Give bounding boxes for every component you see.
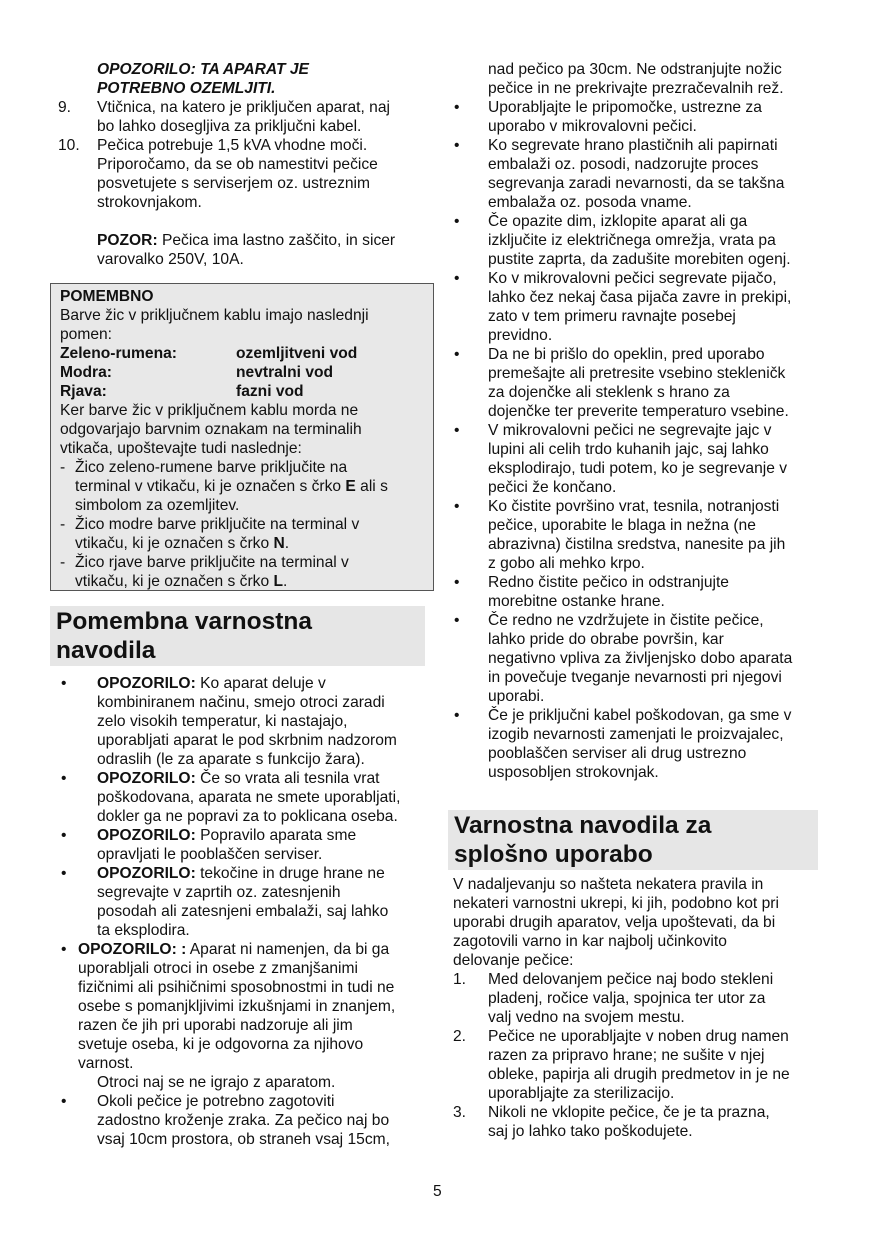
bullet-item [453, 706, 833, 782]
text-line [97, 60, 438, 79]
text-line [488, 970, 833, 989]
text-line [97, 1092, 438, 1111]
text-line [97, 98, 438, 117]
dash-marker: - [60, 459, 66, 476]
text-segment: nad pečico pa 30cm. Ne odstranjujte nožic [488, 61, 782, 78]
installation-notes [58, 60, 438, 269]
text-line [97, 1073, 438, 1092]
text-line [78, 1054, 438, 1073]
text-line [488, 212, 833, 231]
text-segment: Aparat ni namenjen, da bi ga [186, 941, 390, 958]
text-segment: Da ne bi prišlo do opeklin, pred uporabo [488, 346, 765, 363]
text-line [75, 534, 433, 553]
text-segment: zelo visokih temperatur, ki nastajajo, [97, 713, 348, 730]
text-line [97, 712, 438, 731]
text-line [488, 79, 833, 98]
text-segment: Vtičnica, na katero je priključen aparat, naj [97, 99, 390, 116]
bullet-icon: • [454, 270, 460, 287]
wire-color-row [60, 363, 433, 382]
text-segment: odraslih (le za aparate s funkcijo žara). [97, 751, 365, 768]
text-segment: razen če jih pri uporabi nadzoruje ali jim [78, 1017, 353, 1034]
plain-item [58, 1073, 438, 1092]
text-line [75, 496, 433, 515]
text-line [488, 402, 833, 421]
text-line [60, 287, 433, 306]
cont-item [453, 60, 833, 98]
bullet-icon: • [61, 865, 67, 882]
text-line [488, 250, 833, 269]
bullet-item [58, 674, 438, 769]
text-line [488, 1027, 833, 1046]
bullet-tight-item [58, 940, 438, 1073]
text-line [75, 553, 433, 572]
text-segment: posvetujete s serviserjem oz. ustreznim [97, 175, 370, 192]
text-segment: Ker barve žic v priključnem kablu morda ne [60, 402, 359, 419]
text-line [488, 497, 833, 516]
text-segment: V nadaljevanju so našteta nekatera pravila in [453, 876, 764, 893]
text-segment: razen za pripravo hrane; ne sušite v njej [488, 1047, 765, 1064]
text-line [488, 649, 833, 668]
text-line [453, 932, 833, 951]
wire-color-label: Zeleno-rumena: [60, 345, 177, 362]
text-line [488, 573, 833, 592]
text-segment: pečici že končano. [488, 479, 617, 496]
text-line [488, 364, 833, 383]
text-line [97, 117, 438, 136]
text-line [97, 674, 438, 693]
numbered-item [58, 136, 438, 212]
important-safety-list [58, 674, 438, 1149]
text-segment: Otroci naj se ne igrajo z aparatom. [97, 1074, 336, 1091]
text-segment: Okoli pečice je potrebno zagotoviti [97, 1093, 335, 1110]
text-line [60, 401, 433, 420]
text-segment: premešajte ali pretresite vsebino stekleničk [488, 365, 786, 382]
numbered-item [453, 1103, 833, 1141]
bold-text: L [273, 573, 284, 590]
section-heading-general-use [448, 810, 818, 870]
text-segment: Ko čistite površino vrat, tesnila, notranjosti [488, 498, 780, 515]
dash-item [60, 515, 433, 553]
text-segment: valj vedno na svojem mestu. [488, 1009, 685, 1026]
wire-color-row [60, 382, 433, 401]
wire-color-label: Modra: [60, 364, 112, 381]
text-segment: . [283, 573, 288, 590]
text-segment: Žico zeleno-rumene barve priključite na [75, 459, 348, 476]
wire-function-value: fazni vod [236, 383, 304, 400]
text-segment: embalaža oz. posoda vname. [488, 194, 692, 211]
text-line [488, 231, 833, 250]
bullet-item [58, 769, 438, 826]
plain-item [60, 287, 433, 344]
text-line [97, 193, 438, 212]
text-line [488, 174, 833, 193]
text-segment: V mikrovalovni pečici ne segrevajte jajc v [488, 422, 772, 439]
text-segment: strokovnjakom. [97, 194, 202, 211]
text-line [97, 807, 438, 826]
text-segment: terminal v vtikaču, ki je označen s črko [75, 478, 346, 495]
text-segment: varovalko 250V, 10A. [97, 251, 244, 268]
wire-function-value: nevtralni vod [236, 364, 334, 381]
text-line [488, 687, 833, 706]
wire-function-value: ozemljitveni vod [236, 345, 358, 362]
list-number: 10. [58, 137, 80, 154]
text-line [75, 477, 433, 496]
text-line [488, 1084, 833, 1103]
dash-marker: - [60, 516, 66, 533]
text-line [488, 326, 833, 345]
text-line [97, 136, 438, 155]
text-line [488, 763, 833, 782]
bullet-item [453, 269, 833, 345]
text-segment: ali s [355, 478, 388, 495]
heading-line: Pomembna varnostna [56, 608, 312, 635]
text-segment: obleke, papirja ali drugih predmetov in je ne [488, 1066, 790, 1083]
bold-text: OPOZORILO: : [78, 941, 187, 958]
text-line [453, 913, 833, 932]
text-segment: fizičnimi ali psihičnimi sposobnostmi in tudi ne [78, 979, 395, 996]
numbered-item [58, 98, 438, 136]
heading-line: Varnostna navodila za [454, 812, 712, 839]
text-segment: vsaj 10cm prostora, ob straneh vsaj 15cm, [97, 1131, 390, 1148]
text-line [488, 535, 833, 554]
text-segment: . [284, 535, 290, 552]
text-line [488, 668, 833, 687]
bold-text: POMEMBNO [60, 288, 154, 305]
text-line [75, 458, 433, 477]
text-segment: Pečica potrebuje 1,5 kVA vhodne moči. [97, 137, 368, 154]
text-segment: in povečuje tveganje nevarnosti pri njegovi [488, 669, 782, 686]
text-line [488, 155, 833, 174]
text-segment: uporabi. [488, 688, 545, 705]
bullet-icon: • [61, 1093, 67, 1110]
text-line [488, 1065, 833, 1084]
list-number: 9. [58, 99, 72, 116]
safety-bullets-continued [453, 60, 833, 782]
bullet-icon: • [454, 574, 460, 591]
text-line [97, 731, 438, 750]
text-segment: bo lahko dosegljiva za priključni kabel. [97, 118, 362, 135]
text-segment: usposobljen strokovnjak. [488, 764, 659, 781]
text-segment: segrevajte v zaprtih oz. zatesnjenih [97, 884, 341, 901]
text-line [97, 174, 438, 193]
bullet-icon: • [454, 422, 460, 439]
text-line [453, 951, 833, 970]
text-segment: pečice, uporabite le blaga in nežna (ne [488, 517, 756, 534]
text-segment: Če je priključni kabel poškodovan, ga sme v [488, 707, 792, 724]
text-line [60, 325, 433, 344]
text-segment: svetuje oseba, ki je odgovorna za njihovo [78, 1036, 364, 1053]
text-line [453, 875, 833, 894]
bullet-icon: • [61, 770, 67, 787]
text-segment: Pečica ima lastno zaščito, in sicer [157, 232, 396, 249]
text-line [488, 706, 833, 725]
dash-marker: - [60, 554, 66, 571]
text-segment: osebe s pomanjkljivimi izkušnjami in znanjem, [78, 998, 396, 1015]
bold-text: N [273, 535, 285, 552]
text-line [453, 894, 833, 913]
text-segment: Barve žic v priključnem kablu imajo naslednji [60, 307, 369, 324]
text-segment: posodah ali zatesnjeni embalaži, saj lahko [97, 903, 389, 920]
bullet-icon: • [61, 827, 67, 844]
page-number: 5 [433, 1183, 442, 1200]
text-segment: uporabljajte za sterilizacijo. [488, 1085, 675, 1102]
numbered-item [453, 970, 833, 1027]
text-segment: izogib nevarnosti zamenjati le proizvajalec, [488, 726, 784, 743]
text-segment: poškodovana, aparata ne smete uporabljati, [97, 789, 401, 806]
text-segment: embalaži oz. posodi, nadzorujte proces [488, 156, 759, 173]
text-line [75, 572, 433, 591]
text-segment: zadostno kroženje zraka. Za pečico naj bo [97, 1112, 390, 1129]
text-segment: Žico rjave barve priključite na terminal v [75, 554, 349, 571]
text-segment: saj jo lahko tako poškodujete. [488, 1123, 693, 1140]
bullet-item [453, 98, 833, 136]
bullet-icon: • [454, 498, 460, 515]
text-segment: uporabljali otroci in osebe z zmanjšanimi [78, 960, 358, 977]
text-line [488, 1103, 833, 1122]
text-segment: uporabi drugih aparatov, velja upoštevati, da bi [453, 914, 776, 931]
text-line [60, 306, 433, 325]
blank-line [58, 212, 438, 231]
text-segment: opravljati le pooblaščen serviser. [97, 846, 323, 863]
text-segment: pladenj, ročice valja, spojnica ter utor za [488, 990, 766, 1007]
text-segment: vtikaču, ki je označen s črko [75, 573, 274, 590]
plain-item [453, 875, 833, 970]
important-notice-box [50, 283, 434, 591]
text-line [97, 750, 438, 769]
text-line [488, 744, 833, 763]
bullet-item [453, 573, 833, 611]
bullet-item [58, 864, 438, 940]
text-line [60, 420, 433, 439]
text-segment: eksplodirajo, tudi potem, ko je segrevanje v [488, 460, 788, 477]
text-line [488, 383, 833, 402]
text-line [488, 1008, 833, 1027]
text-line [78, 1016, 438, 1035]
list-number: 1. [453, 971, 467, 988]
text-line [488, 269, 833, 288]
text-segment: Žico modre barve priključite na terminal v [75, 516, 360, 533]
text-line [488, 98, 833, 117]
text-segment: simbolom za ozemljitev. [75, 497, 240, 514]
bullet-item [453, 345, 833, 421]
bullet-icon: • [61, 675, 67, 692]
text-line [97, 788, 438, 807]
text-segment: Ko segrevate hrano plastičnih ali papirnati [488, 137, 778, 154]
text-line [97, 1130, 438, 1149]
text-segment: izključite iz električnega omrežja, vrata pa [488, 232, 776, 249]
text-segment: lahko pride do obrabe površin, kar [488, 631, 724, 648]
text-line [488, 345, 833, 364]
text-line [97, 769, 438, 788]
bold-text: POZOR: [97, 232, 158, 249]
numbered-item [453, 1027, 833, 1103]
text-segment: dojenčke ter preverite temperaturo vsebine. [488, 403, 789, 420]
text-line [488, 288, 833, 307]
bullet-icon: • [61, 941, 67, 958]
plain-item [60, 401, 433, 458]
bullet-icon: • [454, 612, 460, 629]
text-segment: Priporočamo, da se ob namestitvi pečice [97, 156, 378, 173]
text-line [488, 440, 833, 459]
bullet-item [58, 826, 438, 864]
text-segment: Pečice ne uporabljajte v noben drug namen [488, 1028, 789, 1045]
text-segment: lahko čez nekaj časa pijača zavre in prekipi, [488, 289, 792, 306]
bullet-item [453, 212, 833, 269]
bullet-item [453, 136, 833, 212]
text-line [78, 978, 438, 997]
text-line [488, 117, 833, 136]
text-segment: Popravilo aparata sme [195, 827, 357, 844]
warning-text: POTREBNO OZEMLJITI. [97, 80, 276, 97]
text-line [488, 989, 833, 1008]
dash-item [60, 458, 433, 515]
text-segment: Če so vrata ali tesnila vrat [195, 770, 380, 787]
dash-item [60, 553, 433, 591]
text-segment: delovanje pečice: [453, 952, 574, 969]
text-segment: vtikaču, ki je označen s črko [75, 535, 274, 552]
text-segment: previdno. [488, 327, 553, 344]
text-line [97, 250, 438, 269]
text-line [488, 630, 833, 649]
text-line [488, 307, 833, 326]
text-segment: Če opazite dim, izklopite aparat ali ga [488, 213, 748, 230]
text-segment: segrevanja zaradi nevarnosti, da se takšna [488, 175, 785, 192]
text-line [488, 725, 833, 744]
text-segment: pečice in ne prekrivajte prezračevalnih rež. [488, 80, 784, 97]
text-segment: varnost. [78, 1055, 134, 1072]
plain-item [58, 231, 438, 269]
text-line [488, 459, 833, 478]
bullet-icon: • [454, 346, 460, 363]
bold-text: OPOZORILO: [97, 770, 196, 787]
text-segment: Uporabljajte le pripomočke, ustrezne za [488, 99, 762, 116]
text-segment: odgovarjajo barvnim oznakam na terminalih [60, 421, 362, 438]
text-segment: Ko v mikrovalovni pečici segrevate pijačo, [488, 270, 777, 287]
general-use-instructions [453, 875, 833, 1141]
bullet-icon: • [454, 137, 460, 154]
text-line [97, 864, 438, 883]
text-line [97, 693, 438, 712]
text-segment: Nikoli ne vklopite pečice, če je ta prazna, [488, 1104, 770, 1121]
text-segment: lupini ali celih trdo kuhanih jajc, saj lahko [488, 441, 769, 458]
heading-line: navodila [56, 637, 156, 664]
bold-text: OPOZORILO: [97, 675, 196, 692]
text-segment: vtikača, upoštevajte tudi naslednje: [60, 440, 302, 457]
text-line [78, 940, 438, 959]
text-segment: zato v tem primeru ravnajte posebej [488, 308, 736, 325]
list-number: 3. [453, 1104, 467, 1121]
text-segment: ta eksplodira. [97, 922, 190, 939]
text-line [488, 421, 833, 440]
wire-color-row [60, 344, 433, 363]
text-line [97, 826, 438, 845]
text-line [488, 136, 833, 155]
warning-text: OPOZORILO: TA APARAT JE [97, 61, 309, 78]
bullet-item [453, 611, 833, 706]
heading-line: splošno uporabo [454, 841, 653, 868]
bold-text: E [345, 478, 356, 495]
bullet-item [453, 497, 833, 573]
text-segment: pustite zaprta, da zadušite morebiten ogenj. [488, 251, 791, 268]
text-segment: negativno vpliva za življenjsko dobo aparata [488, 650, 793, 667]
wire-color-label: Rjava: [60, 383, 107, 400]
text-line [97, 902, 438, 921]
text-segment: tekočine in druge hrane ne [195, 865, 385, 882]
text-line [60, 439, 433, 458]
text-line [488, 1046, 833, 1065]
bullet-icon: • [454, 707, 460, 724]
text-line [78, 959, 438, 978]
text-line [97, 1111, 438, 1130]
bullet-item [58, 1092, 438, 1149]
text-line [488, 592, 833, 611]
text-line [488, 60, 833, 79]
text-line [97, 231, 438, 250]
text-line [488, 554, 833, 573]
bold-text: OPOZORILO: [97, 865, 196, 882]
text-line [97, 155, 438, 174]
text-line [78, 1035, 438, 1054]
text-segment: kombiniranem načinu, smejo otroci zaradi [97, 694, 385, 711]
text-segment: Če redno ne vzdržujete in čistite pečice, [488, 612, 764, 629]
text-line [488, 478, 833, 497]
text-segment: abrazivna) čistilna sredstva, nanesite pa jih [488, 536, 786, 553]
bullet-item [453, 421, 833, 497]
text-segment: zagotovili varno in kar najbolj učinkovito [453, 933, 727, 950]
text-segment: z gobo ali mehko krpo. [488, 555, 645, 572]
text-segment: uporabljati aparat le pod skrbnim nadzorom [97, 732, 397, 749]
text-line [97, 921, 438, 940]
bullet-icon: • [454, 213, 460, 230]
text-line [97, 79, 438, 98]
text-line [488, 193, 833, 212]
plain-item [58, 60, 438, 98]
text-segment: pooblaščen serviser ali drug ustrezno [488, 745, 747, 762]
text-segment: Redno čistite pečico in odstranjujte [488, 574, 729, 591]
text-line [488, 1122, 833, 1141]
text-segment: uporabo v mikrovalovni pečici. [488, 118, 697, 135]
text-line [97, 883, 438, 902]
text-segment: pomen: [60, 326, 113, 343]
text-segment: nekateri varnostni ukrepi, ki jih, podobno kot pri [453, 895, 779, 912]
text-segment: Ko aparat deluje v [195, 675, 326, 692]
text-segment: morebitne ostanke hrane. [488, 593, 665, 610]
section-heading-important-safety [50, 606, 425, 666]
text-segment: za dojenčke ali steklenk s hrano za [488, 384, 730, 401]
bullet-icon: • [454, 99, 460, 116]
text-segment: Med delovanjem pečice naj bodo stekleni [488, 971, 774, 988]
text-line [75, 515, 433, 534]
text-line [488, 611, 833, 630]
text-line [97, 845, 438, 864]
bold-text: OPOZORILO: [97, 827, 196, 844]
text-line [78, 997, 438, 1016]
text-segment: dokler ga ne popravi za to poklicana oseba. [97, 808, 398, 825]
list-number: 2. [453, 1028, 467, 1045]
text-line [488, 516, 833, 535]
